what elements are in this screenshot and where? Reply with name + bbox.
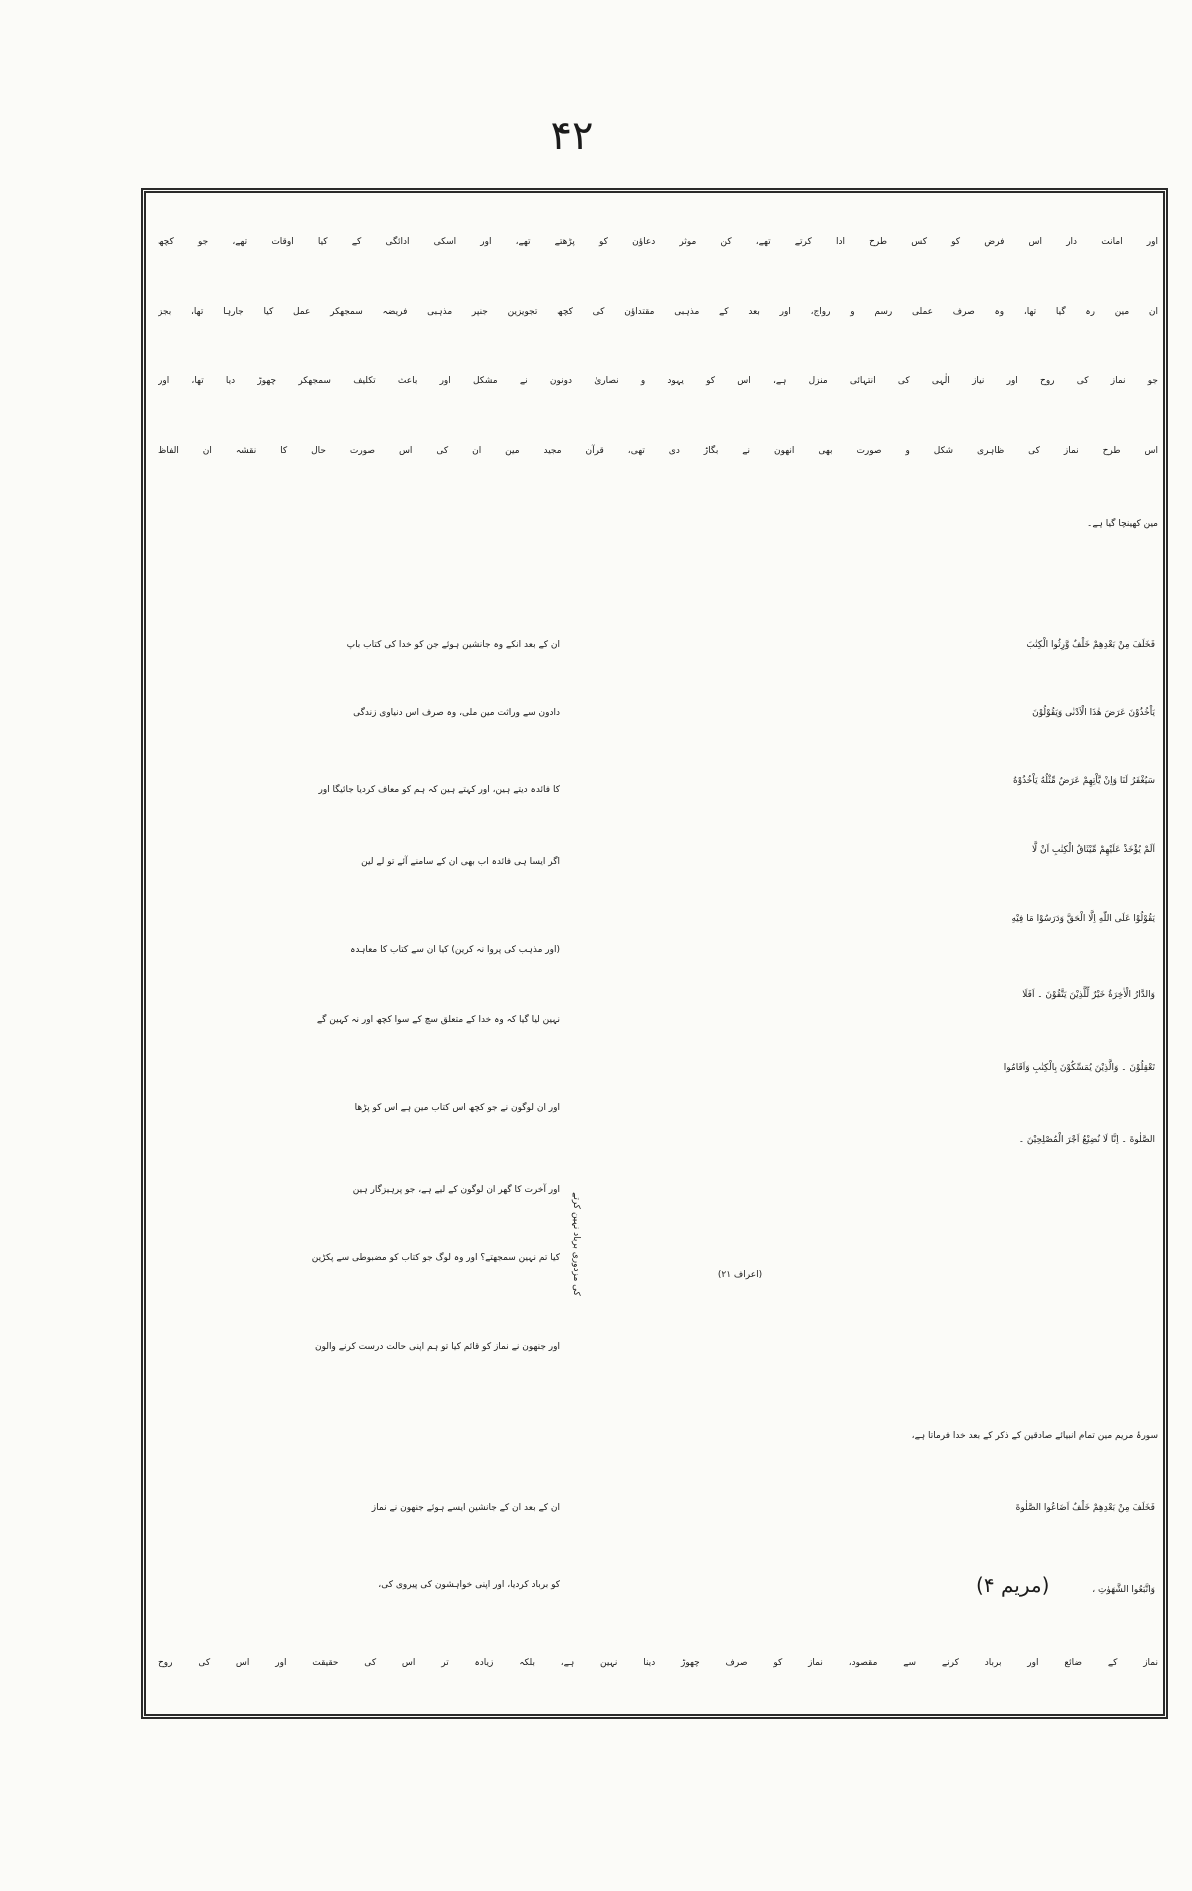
- verse-1-arabic-line-8: الصَّلٰوةَ ۔ اِنَّا لَا نُضِيْعُ اَجْرَ الْمُصْلِحِيْنَ ۔: [1018, 1135, 1155, 1145]
- verse-1-reference: (اعراف ۲۱): [717, 1270, 763, 1280]
- verse-2-arabic-text: وَاتَّبَعُوا الشَّهَوٰتِ ،: [1092, 1585, 1155, 1595]
- transition-line: سورۂ مریم مین تمام انبیائے صادقین کے ذکر کے بعد خدا فرماتا ہے،: [911, 1431, 1158, 1441]
- verse-2-reference: (مریم ۴): [976, 1573, 1050, 1597]
- verse-1-arabic-line-1: فَخَلَفَ مِنْ بَعْدِهِمْ خَلْفٌ وَّرِثُوا الْكِتٰبَ: [1026, 640, 1155, 650]
- intro-line-3: جو نماز کی روح اور نیاز الٰہی کی انتہائی منزل ہے، اس کو یہود و نصاریٰ دونون نے مشکل اور باعث تکلیف سمجھکر چھوڑ دیا تھا، اور: [158, 376, 1158, 386]
- translation-margin-note: کی مزدوری برباد نہین کرتے: [571, 1192, 581, 1296]
- verse-1-translation-line-1: ان کے بعد انکے وہ جانشین ہوئے جن کو خدا کی کتاب باپ: [346, 640, 560, 650]
- verse-1-translation-line-6: نہین لیا گیا کہ وہ خدا کے متعلق سچ کے سوا کچھ اور نہ کہین گے: [316, 1015, 560, 1025]
- verse-1-translation-line-2: دادون سے وراثت مین ملی، وہ صرف اس دنیاوی زندگی: [353, 708, 560, 718]
- verse-1-translation-line-8: اور آخرت کا گھر ان لوگون کے لیے ہے، جو پرہیزگار ہین: [352, 1185, 560, 1195]
- verse-2-arabic-line-2: [600, 1560, 1155, 1610]
- closing-line: نماز کے ضائع اور برباد کرنے سے مقصود، نماز کو صرف چھوڑ دینا نہین ہے، بلکہ زیادہ تر اس کی حقیقت اور اس کی روح: [158, 1658, 1158, 1668]
- verse-1-arabic-line-7: تَعْقِلُوْنَ ۔ وَالَّذِيْنَ يُمَسِّكُوْنَ بِالْكِتٰبِ وَاَقَامُوا: [1003, 1063, 1155, 1073]
- verse-1-arabic-line-3: سَيُغْفَرُ لَنَا وَاِنْ يَّاْتِهِمْ عَرَضٌ مِّثْلُهُ يَاْخُذُوْهُ: [1013, 776, 1155, 786]
- verse-2-translation-line-1: ان کے بعد ان کے جانشین ایسے ہوئے جنھون نے نماز: [371, 1503, 560, 1513]
- intro-line-4: اس طرح نماز کی ظاہری شکل و صورت بھی انھون نے بگاڑ دی تھی، قرآن مجید مین ان کی اس صورت حال کا نقشہ ان الفاظ: [158, 446, 1158, 456]
- verse-1-translation-line-4: اگر ایسا ہی فائدہ اب بھی ان کے سامنے آئے تو لے لین: [361, 857, 560, 867]
- verse-1-translation-line-7: اور ان لوگون نے جو کچھ اس کتاب مین ہے اس کو پڑھا: [354, 1103, 560, 1113]
- verse-1-translation-line-3: کا فائدہ دیتے ہین، اور کہتے ہین کہ ہم کو معاف کردیا جائیگا اور: [318, 785, 560, 795]
- verse-1-translation-line-9: کیا تم نہین سمجھتے؟ اور وہ لوگ جو کتاب کو مضبوطی سے پکڑین: [311, 1253, 560, 1263]
- verse-1-arabic-line-2: يَاْخُذُوْنَ عَرَضَ هٰذَا الْاَدْنٰى وَيَقُوْلُوْنَ: [1032, 708, 1155, 718]
- verse-1-arabic-line-4: اَلَمْ يُؤْخَذْ عَلَيْهِمْ مِّيْثَاقُ الْكِتٰبِ اَنْ لَّا: [1031, 845, 1155, 855]
- intro-line-5: مین کھینچا گیا ہے۔: [1087, 519, 1158, 529]
- intro-line-1: اور امانت دار اس فرض کو کس طرح ادا کرتے تھے، کن موثر دعاؤن کو پڑھتے تھے، اور اسکی ادائگی کے کیا اوقات تھے، جو کچھ: [158, 237, 1158, 247]
- verse-2-translation-line-2: کو برباد کردیا، اور اپنی خواہشون کی پیروی کی،: [378, 1580, 560, 1590]
- verse-1-translation-line-10: اور جنھون نے نماز کو قائم کیا تو ہم اپنی حالت درست کرنے والون: [315, 1342, 560, 1352]
- verse-1-arabic-line-6: وَالدَّارُ الْاٰخِرَةُ خَيْرٌ لِّلَّذِيْنَ يَتَّقُوْنَ ۔ اَفَلَا: [1022, 990, 1155, 1000]
- verse-1-arabic-line-5: يَقُوْلُوْا عَلَى اللّٰهِ اِلَّا الْحَقَّ وَدَرَسُوْا مَا فِيْهِ: [1011, 914, 1155, 924]
- page-number: ۴۲: [550, 113, 594, 159]
- verse-1-translation-line-5: (اور مذہب کی پروا نہ کرین) کیا ان سے کتاب کا معاہدہ: [350, 945, 560, 955]
- intro-line-2: ان مین رہ گیا تھا، وہ صرف عملی رسم و رواج، اور بعد کے مذہبی مقتداؤن کی کچھ تجویزین جنپر مذہبی فریضہ سمجھکر عمل کیا جارہا تھا، بجز: [158, 307, 1158, 317]
- verse-2-arabic-line-1: فَخَلَفَ مِنْ بَعْدِهِمْ خَلْفٌ اَضَاعُوا الصَّلٰوةَ: [1015, 1503, 1155, 1513]
